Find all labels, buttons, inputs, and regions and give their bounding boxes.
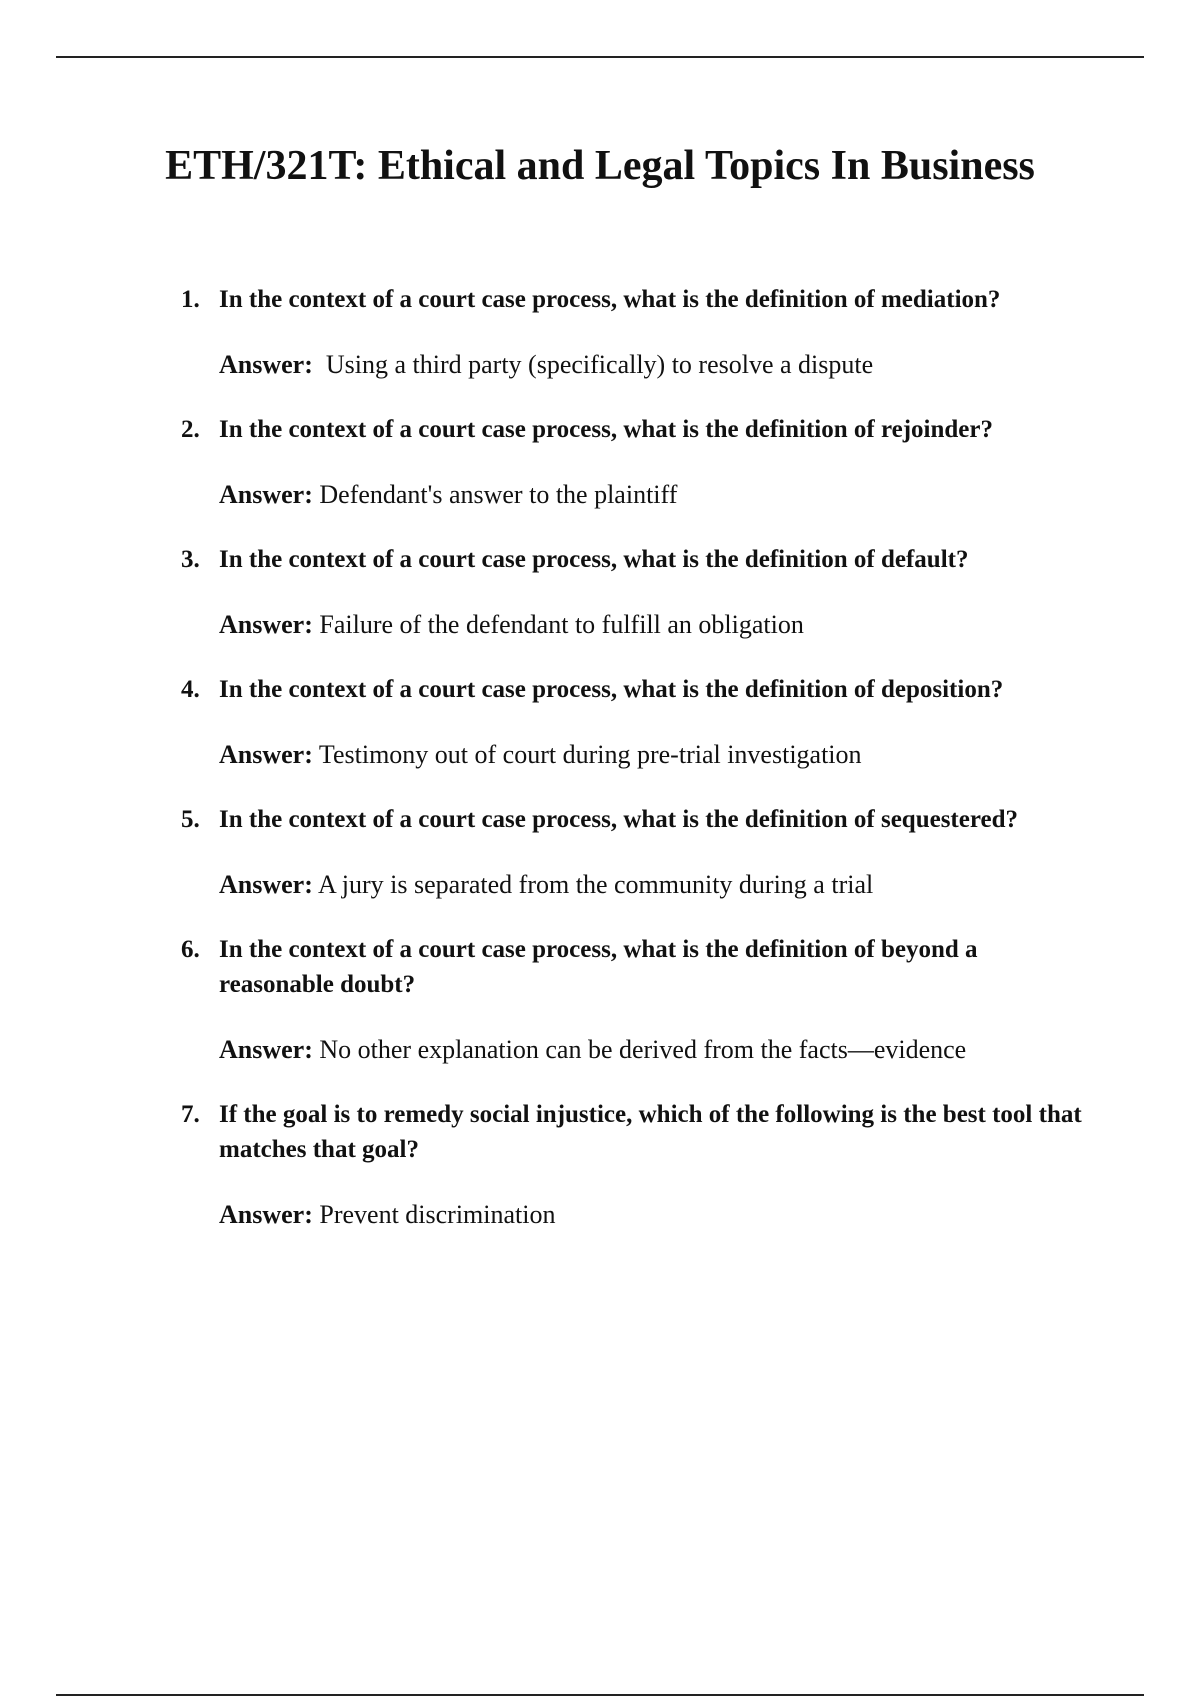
question-text: If the goal is to remedy social injustice, which of the following is the best tool that matches that goal? — [219, 1101, 1082, 1163]
answer-label: Answer: — [219, 610, 313, 639]
answer-label: Answer: — [219, 480, 313, 509]
answer-text: A jury is separated from the community during a trial — [317, 870, 874, 899]
answer — [219, 607, 1090, 642]
question-number: 1. — [181, 286, 200, 313]
answer — [219, 1032, 1090, 1067]
bottom-divider — [56, 1694, 1144, 1696]
answer-text: Using a third party (specifically) to resolve a dispute — [325, 350, 874, 379]
question-text: In the context of a court case process, what is the definition of beyond a reasonable doubt? — [219, 936, 978, 998]
answer — [219, 737, 1090, 772]
answer-label: Answer: — [219, 350, 313, 379]
answer-label: Answer: — [219, 1035, 313, 1064]
answer-text: No other explanation can be derived from the facts—evidence — [319, 1035, 967, 1064]
answer-label: Answer: — [219, 740, 313, 769]
question-number: 5. — [181, 806, 200, 833]
answer-label: Answer: — [219, 870, 313, 899]
answer-label: Answer: — [219, 1200, 313, 1229]
answer — [219, 867, 1090, 902]
question-number: 4. — [181, 676, 200, 703]
question-text: In the context of a court case process, what is the definition of default? — [219, 546, 969, 573]
answer-text: Defendant's answer to the plaintiff — [319, 480, 678, 509]
question-item — [0, 1097, 1200, 1232]
question-text: In the context of a court case process, what is the definition of sequestered? — [219, 806, 1018, 833]
question-item — [0, 412, 1200, 512]
answer-text: Prevent discrimination — [319, 1200, 556, 1229]
question-text: In the context of a court case process, what is the definition of rejoinder? — [219, 416, 993, 443]
answer — [219, 347, 1090, 382]
answer-text: Failure of the defendant to fulfill an obligation — [319, 610, 804, 639]
question-number: 2. — [181, 416, 200, 443]
answer-text: Testimony out of court during pre-trial investigation — [318, 740, 862, 769]
question-number: 7. — [181, 1101, 200, 1128]
question-list — [0, 282, 1200, 1262]
top-divider — [56, 56, 1144, 58]
question-number: 6. — [181, 936, 200, 963]
answer — [219, 477, 1090, 512]
question-text: In the context of a court case process, what is the definition of deposition? — [219, 676, 1004, 703]
page-title: ETH/321T: Ethical and Legal Topics In Business — [165, 143, 1035, 189]
question-text: In the context of a court case process, what is the definition of mediation? — [219, 286, 1001, 313]
question-item — [0, 932, 1200, 1067]
answer — [219, 1197, 1090, 1232]
question-item — [0, 802, 1200, 902]
question-item — [0, 542, 1200, 642]
question-item — [0, 282, 1200, 382]
question-number: 3. — [181, 546, 200, 573]
question-item — [0, 672, 1200, 772]
